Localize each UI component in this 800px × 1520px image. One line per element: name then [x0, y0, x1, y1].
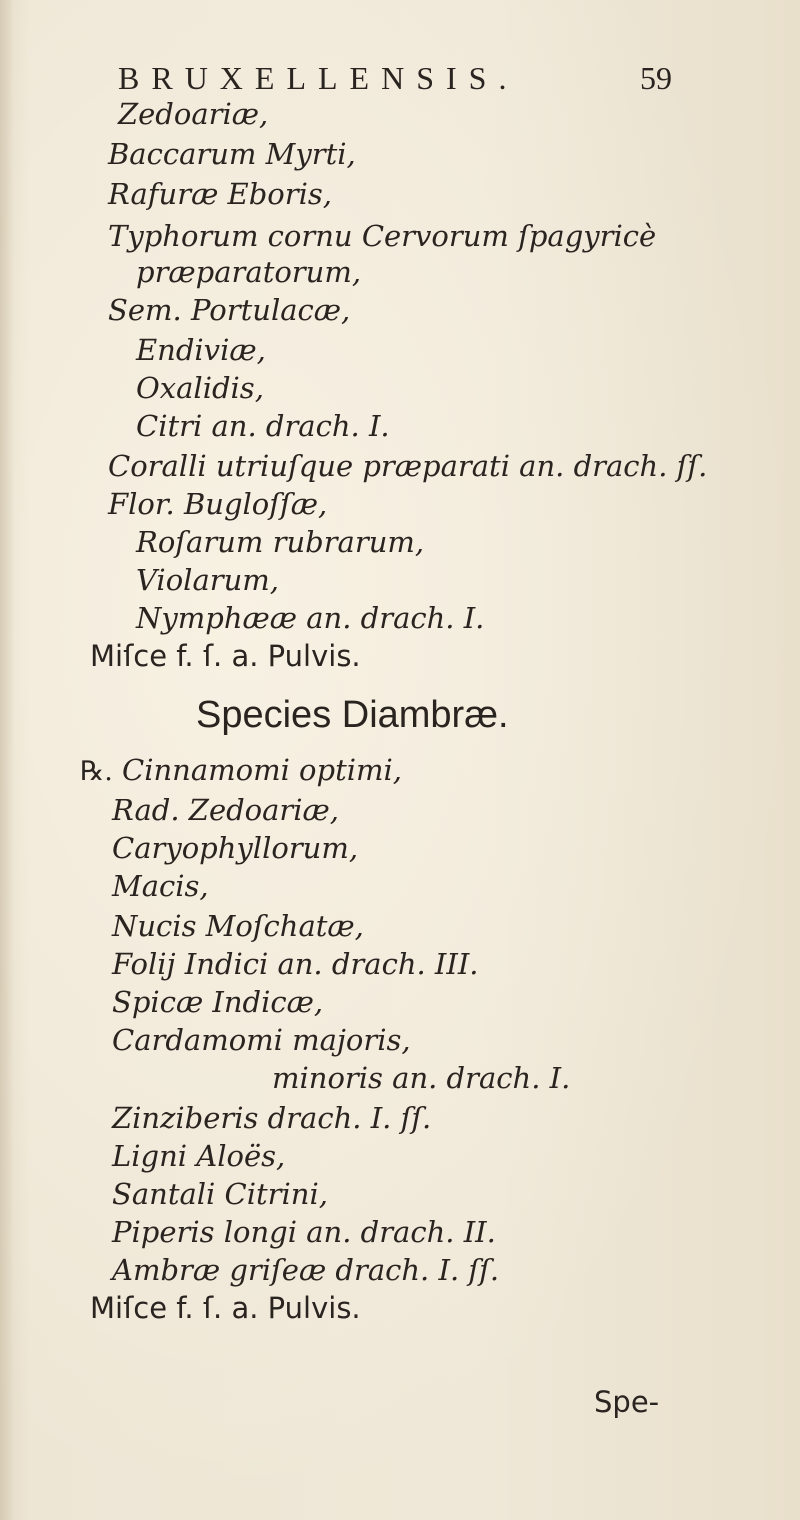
recipe-line: Citri an. drach. I.: [136, 409, 390, 443]
recipe-line: Nucis Moſchatæ,: [112, 909, 364, 943]
recipe-line: Caryophyllorum,: [112, 831, 359, 865]
recipe-line: Baccarum Myrti,: [108, 137, 356, 171]
recipe-line: Folij Indici an. drach. III.: [112, 947, 479, 981]
recipe-line: Violarum,: [136, 563, 279, 597]
catchword: Spe-: [594, 1385, 660, 1419]
recipe-line: Typhorum cornu Cervorum ſpagyricè: [108, 219, 657, 253]
recipe-line: Spicæ Indicæ,: [112, 985, 324, 1019]
recipe-line: Sem. Portulacæ,: [108, 293, 351, 327]
recipe-closing: Miſce f. ſ. a. Pulvis.: [90, 1291, 361, 1325]
recipe-line: Ambræ griſeæ drach. I. ſſ.: [112, 1253, 500, 1287]
recipe-line: Flor. Bugloſſæ,: [108, 487, 328, 521]
recipe-line: Coralli utriuſque præparati an. drach. ſſ.: [108, 449, 708, 483]
recipe-line: Macis,: [112, 869, 209, 903]
recipe-line: Piperis longi an. drach. II.: [112, 1215, 496, 1249]
recipe-line: Rafuræ Eboris,: [108, 177, 332, 211]
recipe-line: Ligni Aloës,: [112, 1139, 286, 1173]
section-heading: Species Diambræ.: [196, 694, 509, 736]
recipe-line: præparatorum,: [136, 255, 362, 289]
recipe-line: Cardamomi majoris,: [112, 1023, 411, 1057]
page-gutter-shadow: [0, 0, 14, 1520]
recipe-line: Oxalidis,: [136, 371, 264, 405]
recipe-line: minoris an. drach. I.: [272, 1061, 571, 1095]
recipe-line: Roſarum rubrarum,: [136, 525, 425, 559]
page-number: 59: [640, 60, 672, 96]
recipe-line: Zedoariæ,: [118, 97, 269, 131]
recipe-closing: Miſce f. ſ. a. Pulvis.: [90, 639, 361, 673]
running-title: BRUXELLENSIS.: [118, 60, 519, 96]
recipe-line: Endiviæ,: [136, 333, 266, 367]
recipe-line: Nymphææ an. drach. I.: [136, 601, 485, 635]
recipe-line: Rad. Zedoariæ,: [112, 793, 340, 827]
recipe-line: Santali Citrini,: [112, 1177, 328, 1211]
recipe-line: Zinziberis drach. I. ſſ.: [112, 1101, 432, 1135]
recipe-line: Cinnamomi optimi,: [122, 753, 403, 787]
recipe-symbol: ℞.: [80, 756, 113, 787]
